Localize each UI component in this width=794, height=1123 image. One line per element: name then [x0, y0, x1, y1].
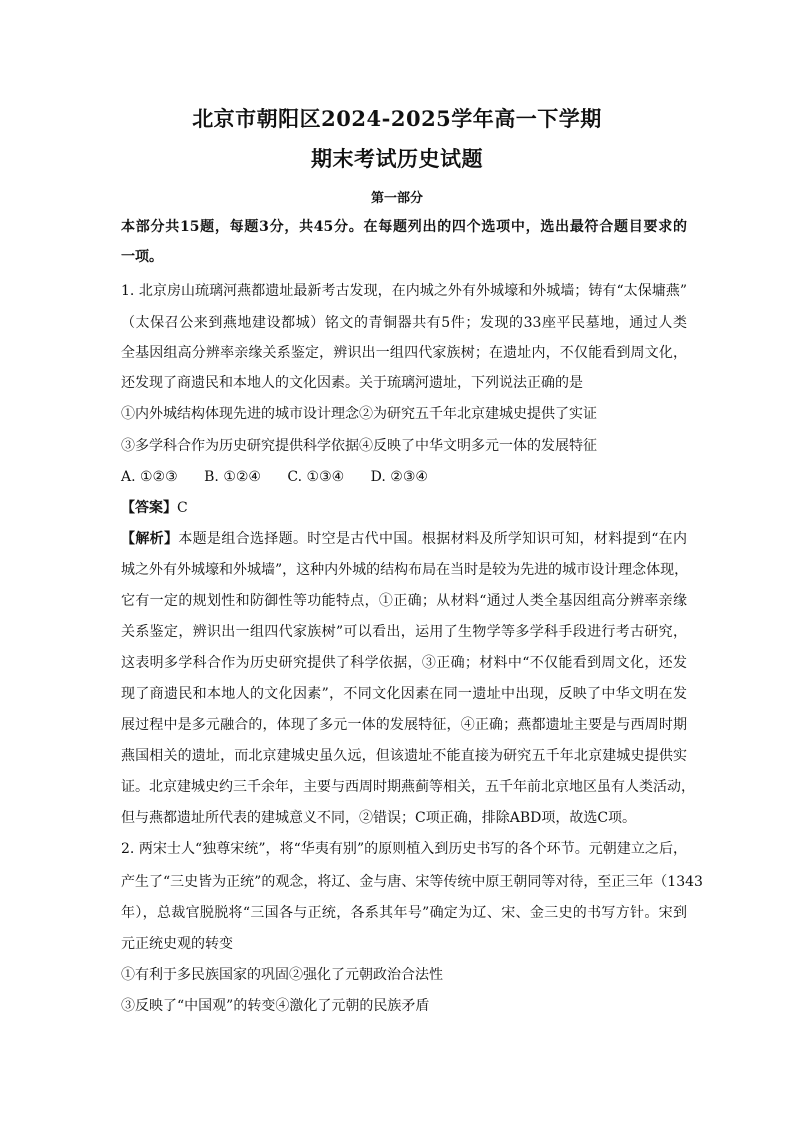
q1-analysis-line: 证。北京建城史约三千余年，主要与西周时期燕蓟等相关，五千年前北京地区虽有人类活动，	[121, 779, 695, 795]
q1-analysis-line: 这表明多学科合作为历史研究提供了科学依据，③正确；材料中“不仅能看到周文化，还发	[121, 655, 687, 671]
answer-label: 【答案】	[121, 500, 177, 516]
q2-statement-line: ③反映了“中国观”的转变④激化了元朝的民族矛盾	[121, 998, 430, 1014]
document-subtitle: 期末考试历史试题	[311, 146, 483, 171]
q1-option-c: C. ①③④	[287, 469, 345, 485]
q1-stem-line: 1. 北京房山琉璃河燕都遗址最新考古发现，在内城之外有外城壕和外城墙；铸有“太保墉燕”	[121, 283, 687, 299]
document-title: 北京市朝阳区2024-2025学年高一下学期	[192, 106, 602, 131]
q1-analysis-line: 现了商遗民和本地人的文化因素”，不同文化因素在同一遗址中出现，反映了中华文明在发	[121, 686, 687, 702]
instructions-line: 本部分共15题，每题3分，共45分。在每题列出的四个选项中，选出最符合题目要求的	[121, 219, 687, 235]
q1-analysis-line: 它有一定的规划性和防御性等功能特点，①正确；从材料“通过人类全基因组高分辨率亲缘	[121, 593, 687, 609]
q1-option-b: B. ①②④	[204, 469, 261, 485]
q1-analysis-line: 但与燕都遗址所代表的建城意义不同，②错误；C项正确，排除ABD项，故选C项。	[121, 810, 637, 826]
q1-option-d: D. ②③④	[370, 469, 428, 485]
q2-stem-line: 产生了“三史皆为正统”的观念，将辽、金与唐、宋等传统中原王朝同等对待，至正三年（1343	[121, 874, 703, 890]
q1-analysis-line: 关系鉴定，辨识出一组四代家族树”可以看出，运用了生物学等多学科手段进行考古研究，	[121, 624, 687, 640]
q1-answer	[121, 498, 687, 518]
q1-analysis-line: 城之外有外城壕和外城墙”，这种内外城的结构布局在当时是较为先进的城市设计理念体现，	[121, 562, 689, 578]
q2-stem-line: 2. 两宋士人“独尊宋统”，将“华夷有别”的原则植入到历史书写的各个环节。元朝建立之后，	[121, 841, 687, 857]
section-heading: 第一部分	[370, 191, 423, 206]
q1-statement-line: ③多学科合作为历史研究提供科学依据④反映了中华文明多元一体的发展特征	[121, 438, 597, 454]
q1-option-a: A. ①②③	[121, 469, 178, 485]
q1-statement-line: ①内外城结构体现先进的城市设计理念②为研究五千年北京建城史提供了实证	[121, 406, 597, 422]
q1-stem-line: 全基因组高分辨率亲缘关系鉴定，辨识出一组四代家族树；在遗址内，不仅能看到周文化，	[121, 345, 687, 361]
q1-stem-line: （太保召公来到燕地建设都城）铭文的青铜器共有5件；发现的33座平民墓地，通过人类	[121, 315, 687, 331]
q1-stem-line: 还发现了商遗民和本地人的文化因素。关于琉璃河遗址，下列说法正确的是	[121, 375, 583, 391]
instructions-line: 一项。	[121, 249, 163, 265]
q1-analysis-line: 展过程中是多元融合的，体现了多元一体的发展特征，④正确；燕都遗址主要是与西周时期	[121, 717, 687, 733]
q1-options	[121, 467, 687, 487]
analysis-text: 本题是组合选择题。时空是古代中国。根据材料及所学知识可知，材料提到“在内	[178, 531, 688, 547]
q1-analysis-line: 燕国相关的遗址，而北京建城史虽久远，但该遗址不能直接为研究五千年北京建城史提供实	[121, 748, 687, 764]
q2-stem-line: 元正统史观的转变	[121, 936, 233, 952]
q2-statement-line: ①有利于多民族国家的巩固②强化了元朝政治合法性	[121, 967, 443, 983]
q1-analysis-line	[121, 529, 687, 549]
q2-stem-line: 年），总裁官脱脱将“三国各与正统，各系其年号”确定为辽、宋、金三史的书写方针。宋到	[121, 905, 687, 921]
answer-value: C	[177, 500, 188, 516]
analysis-label: 【解析】	[121, 531, 179, 547]
